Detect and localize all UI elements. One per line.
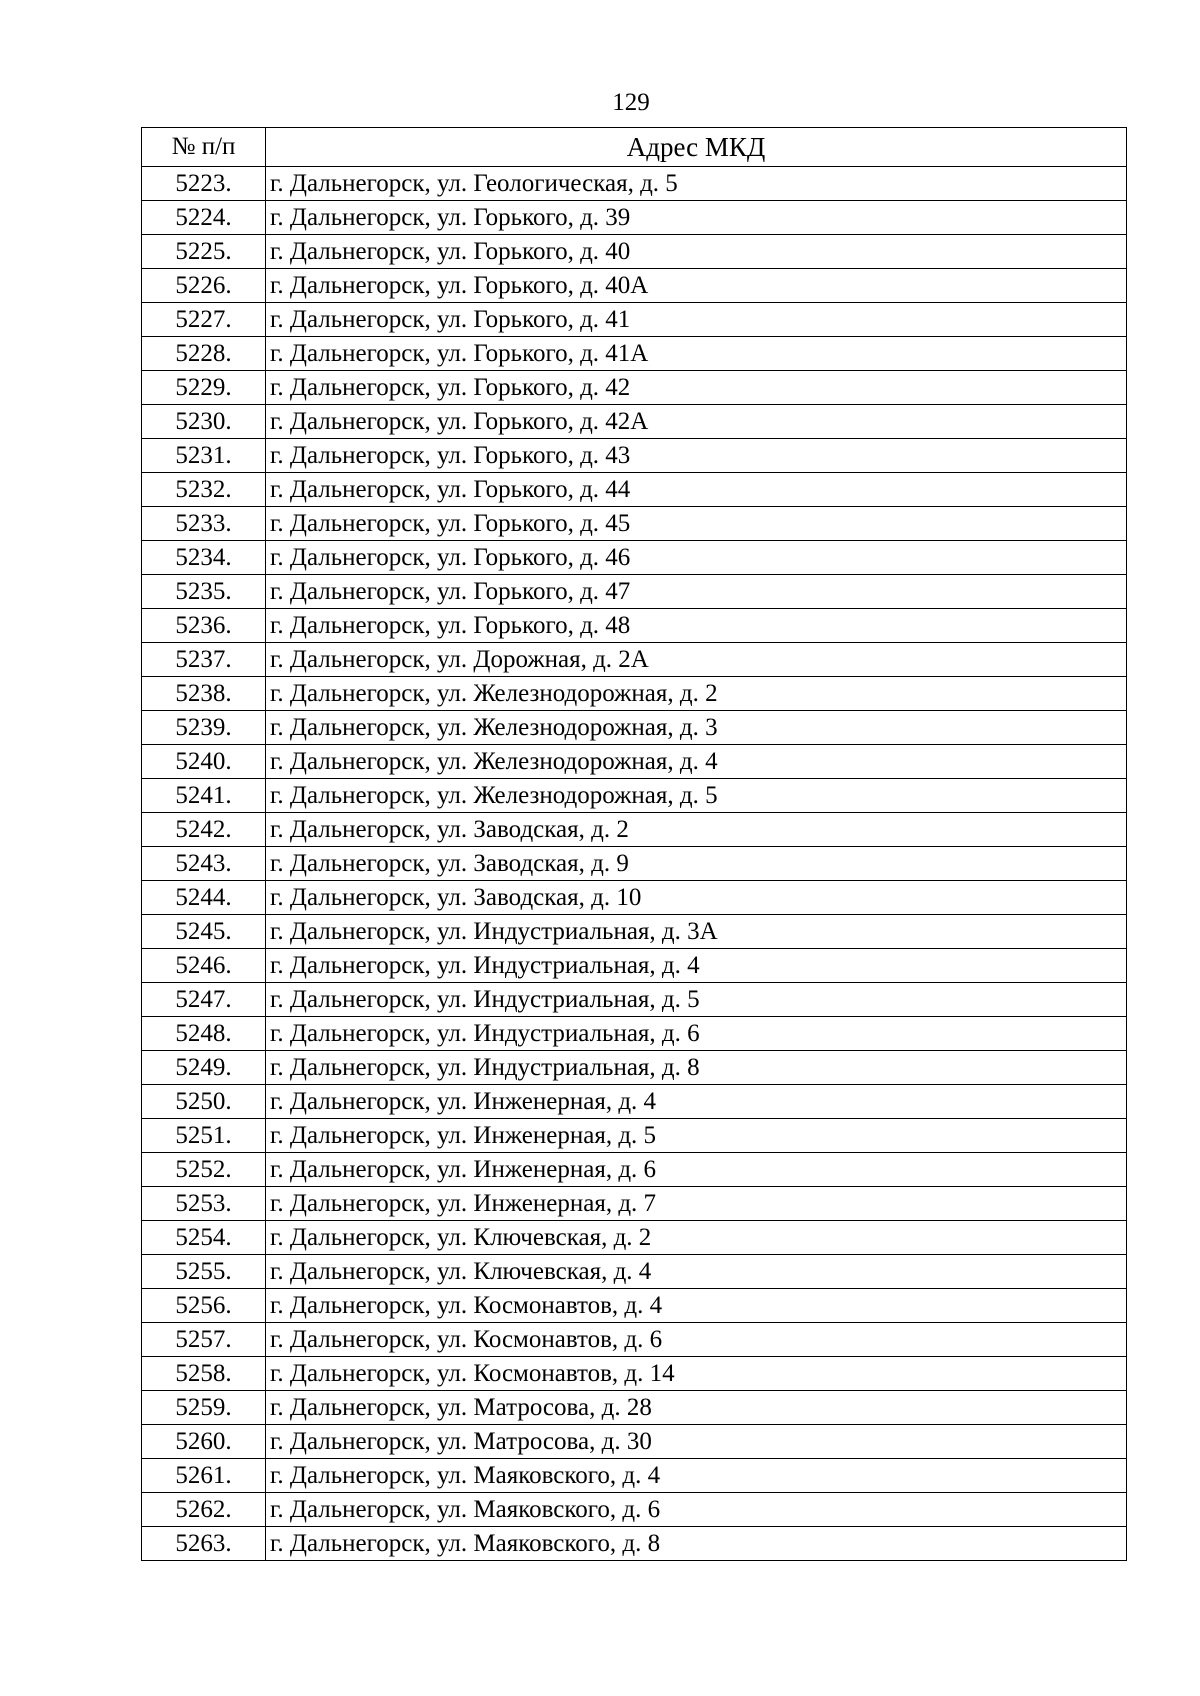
row-address: г. Дальнегорск, ул. Железнодорожная, д. 2 bbox=[266, 677, 1127, 711]
row-address: г. Дальнегорск, ул. Космонавтов, д. 14 bbox=[266, 1357, 1127, 1391]
table-row bbox=[142, 473, 1127, 507]
row-number: 5236. bbox=[142, 609, 266, 643]
table-row bbox=[142, 677, 1127, 711]
row-address: г. Дальнегорск, ул. Индустриальная, д. 6 bbox=[266, 1017, 1127, 1051]
row-address: г. Дальнегорск, ул. Дорожная, д. 2А bbox=[266, 643, 1127, 677]
row-number: 5246. bbox=[142, 949, 266, 983]
row-number: 5258. bbox=[142, 1357, 266, 1391]
row-address: г. Дальнегорск, ул. Горького, д. 40 bbox=[266, 235, 1127, 269]
row-number: 5230. bbox=[142, 405, 266, 439]
row-address: г. Дальнегорск, ул. Инженерная, д. 4 bbox=[266, 1085, 1127, 1119]
row-number: 5244. bbox=[142, 881, 266, 915]
row-number: 5239. bbox=[142, 711, 266, 745]
table-row bbox=[142, 1119, 1127, 1153]
table-row bbox=[142, 983, 1127, 1017]
row-number: 5263. bbox=[142, 1527, 266, 1561]
table-row bbox=[142, 507, 1127, 541]
table-row bbox=[142, 1527, 1127, 1561]
row-address: г. Дальнегорск, ул. Матросова, д. 28 bbox=[266, 1391, 1127, 1425]
table-row bbox=[142, 439, 1127, 473]
table-row bbox=[142, 575, 1127, 609]
row-number: 5242. bbox=[142, 813, 266, 847]
header-address: Адрес МКД bbox=[266, 128, 1127, 167]
row-number: 5248. bbox=[142, 1017, 266, 1051]
table-row bbox=[142, 813, 1127, 847]
row-address: г. Дальнегорск, ул. Горького, д. 45 bbox=[266, 507, 1127, 541]
row-number: 5245. bbox=[142, 915, 266, 949]
table-row bbox=[142, 745, 1127, 779]
row-number: 5223. bbox=[142, 167, 266, 201]
table-header bbox=[142, 128, 1127, 167]
table-row bbox=[142, 1051, 1127, 1085]
row-number: 5228. bbox=[142, 337, 266, 371]
row-address: г. Дальнегорск, ул. Индустриальная, д. 8 bbox=[266, 1051, 1127, 1085]
table-row bbox=[142, 269, 1127, 303]
row-address: г. Дальнегорск, ул. Горького, д. 41А bbox=[266, 337, 1127, 371]
row-number: 5229. bbox=[142, 371, 266, 405]
row-address: г. Дальнегорск, ул. Горького, д. 46 bbox=[266, 541, 1127, 575]
row-number: 5257. bbox=[142, 1323, 266, 1357]
row-address: г. Дальнегорск, ул. Горького, д. 42 bbox=[266, 371, 1127, 405]
row-number: 5235. bbox=[142, 575, 266, 609]
table-row bbox=[142, 1017, 1127, 1051]
row-number: 5232. bbox=[142, 473, 266, 507]
row-number: 5233. bbox=[142, 507, 266, 541]
row-number: 5238. bbox=[142, 677, 266, 711]
row-address: г. Дальнегорск, ул. Индустриальная, д. 4 bbox=[266, 949, 1127, 983]
table-row bbox=[142, 1425, 1127, 1459]
header-number: № п/п bbox=[142, 128, 266, 167]
row-address: г. Дальнегорск, ул. Инженерная, д. 5 bbox=[266, 1119, 1127, 1153]
table-row bbox=[142, 881, 1127, 915]
row-number: 5240. bbox=[142, 745, 266, 779]
table-header-row bbox=[142, 128, 1127, 167]
row-address: г. Дальнегорск, ул. Космонавтов, д. 6 bbox=[266, 1323, 1127, 1357]
row-address: г. Дальнегорск, ул. Маяковского, д. 4 bbox=[266, 1459, 1127, 1493]
row-address: г. Дальнегорск, ул. Индустриальная, д. 5 bbox=[266, 983, 1127, 1017]
table-row bbox=[142, 303, 1127, 337]
row-number: 5254. bbox=[142, 1221, 266, 1255]
table-row bbox=[142, 1085, 1127, 1119]
row-number: 5250. bbox=[142, 1085, 266, 1119]
row-address: г. Дальнегорск, ул. Горького, д. 42А bbox=[266, 405, 1127, 439]
table-row bbox=[142, 371, 1127, 405]
table-row bbox=[142, 1391, 1127, 1425]
row-number: 5262. bbox=[142, 1493, 266, 1527]
row-number: 5234. bbox=[142, 541, 266, 575]
table-row bbox=[142, 337, 1127, 371]
row-address: г. Дальнегорск, ул. Заводская, д. 10 bbox=[266, 881, 1127, 915]
table-body bbox=[142, 167, 1127, 1561]
table-row bbox=[142, 1153, 1127, 1187]
address-table bbox=[141, 127, 1127, 1561]
row-number: 5231. bbox=[142, 439, 266, 473]
table-row bbox=[142, 1221, 1127, 1255]
table-row bbox=[142, 609, 1127, 643]
row-address: г. Дальнегорск, ул. Горького, д. 40А bbox=[266, 269, 1127, 303]
table-row bbox=[142, 1187, 1127, 1221]
row-address: г. Дальнегорск, ул. Геологическая, д. 5 bbox=[266, 167, 1127, 201]
row-address: г. Дальнегорск, ул. Заводская, д. 2 bbox=[266, 813, 1127, 847]
row-address: г. Дальнегорск, ул. Ключевская, д. 2 bbox=[266, 1221, 1127, 1255]
row-number: 5251. bbox=[142, 1119, 266, 1153]
row-address: г. Дальнегорск, ул. Инженерная, д. 6 bbox=[266, 1153, 1127, 1187]
row-number: 5253. bbox=[142, 1187, 266, 1221]
row-number: 5237. bbox=[142, 643, 266, 677]
table-row bbox=[142, 405, 1127, 439]
row-address: г. Дальнегорск, ул. Заводская, д. 9 bbox=[266, 847, 1127, 881]
row-number: 5224. bbox=[142, 201, 266, 235]
row-number: 5260. bbox=[142, 1425, 266, 1459]
row-number: 5227. bbox=[142, 303, 266, 337]
row-address: г. Дальнегорск, ул. Маяковского, д. 6 bbox=[266, 1493, 1127, 1527]
table-row bbox=[142, 1255, 1127, 1289]
table-row bbox=[142, 1459, 1127, 1493]
row-address: г. Дальнегорск, ул. Железнодорожная, д. 4 bbox=[266, 745, 1127, 779]
row-address: г. Дальнегорск, ул. Горького, д. 39 bbox=[266, 201, 1127, 235]
row-number: 5261. bbox=[142, 1459, 266, 1493]
row-address: г. Дальнегорск, ул. Космонавтов, д. 4 bbox=[266, 1289, 1127, 1323]
row-address: г. Дальнегорск, ул. Горького, д. 44 bbox=[266, 473, 1127, 507]
row-number: 5249. bbox=[142, 1051, 266, 1085]
row-number: 5241. bbox=[142, 779, 266, 813]
table-row bbox=[142, 1323, 1127, 1357]
row-address: г. Дальнегорск, ул. Горького, д. 47 bbox=[266, 575, 1127, 609]
table-row bbox=[142, 915, 1127, 949]
table-row bbox=[142, 235, 1127, 269]
table-row bbox=[142, 847, 1127, 881]
row-address: г. Дальнегорск, ул. Маяковского, д. 8 bbox=[266, 1527, 1127, 1561]
row-address: г. Дальнегорск, ул. Матросова, д. 30 bbox=[266, 1425, 1127, 1459]
table-row bbox=[142, 1493, 1127, 1527]
table-row bbox=[142, 1289, 1127, 1323]
row-number: 5252. bbox=[142, 1153, 266, 1187]
table-row bbox=[142, 643, 1127, 677]
row-address: г. Дальнегорск, ул. Горького, д. 41 bbox=[266, 303, 1127, 337]
table-row bbox=[142, 779, 1127, 813]
table-row bbox=[142, 201, 1127, 235]
row-number: 5259. bbox=[142, 1391, 266, 1425]
row-address: г. Дальнегорск, ул. Железнодорожная, д. 3 bbox=[266, 711, 1127, 745]
table-row bbox=[142, 541, 1127, 575]
table-row bbox=[142, 1357, 1127, 1391]
row-number: 5256. bbox=[142, 1289, 266, 1323]
table-row bbox=[142, 949, 1127, 983]
row-number: 5226. bbox=[142, 269, 266, 303]
page-number: 129 bbox=[612, 89, 650, 116]
row-number: 5247. bbox=[142, 983, 266, 1017]
row-address: г. Дальнегорск, ул. Горького, д. 43 bbox=[266, 439, 1127, 473]
row-number: 5225. bbox=[142, 235, 266, 269]
row-address: г. Дальнегорск, ул. Железнодорожная, д. 5 bbox=[266, 779, 1127, 813]
row-address: г. Дальнегорск, ул. Инженерная, д. 7 bbox=[266, 1187, 1127, 1221]
table-row bbox=[142, 711, 1127, 745]
row-number: 5255. bbox=[142, 1255, 266, 1289]
row-address: г. Дальнегорск, ул. Горького, д. 48 bbox=[266, 609, 1127, 643]
row-address: г. Дальнегорск, ул. Ключевская, д. 4 bbox=[266, 1255, 1127, 1289]
row-number: 5243. bbox=[142, 847, 266, 881]
table-row bbox=[142, 167, 1127, 201]
row-address: г. Дальнегорск, ул. Индустриальная, д. 3А bbox=[266, 915, 1127, 949]
